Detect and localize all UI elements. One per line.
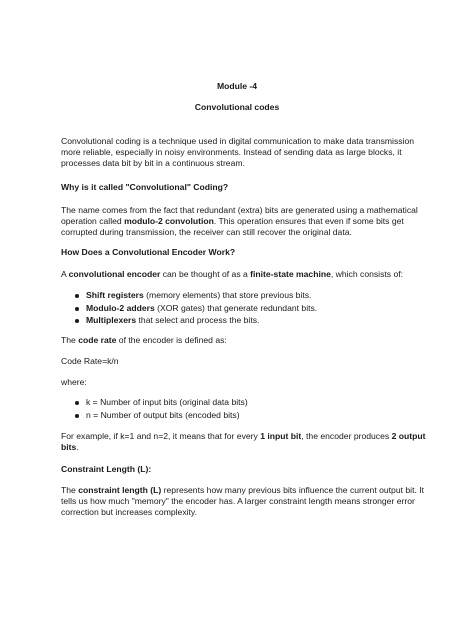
text-run: The: [61, 485, 79, 495]
bullet-icon: [75, 401, 79, 405]
bullet-icon: [75, 307, 79, 311]
bullet-icon: [75, 294, 79, 298]
formula: Code Rate=k/n: [61, 356, 119, 366]
text-run: The: [61, 335, 79, 345]
text-run: For example, if k=1 and n=2, it means that for every: [61, 431, 261, 441]
bold-term: Multiplexers: [86, 315, 137, 326]
text-run: The name comes from the fact that redundant (extra) bits are generated using a mathematical operation called: [61, 205, 418, 227]
text-run: can be thought of as a: [160, 269, 251, 279]
bold-term: 2 output bits: [61, 431, 426, 453]
bold-term: convolutional encoder: [68, 269, 161, 279]
list-item: [61, 397, 434, 410]
bullet-icon: [75, 414, 79, 418]
bold-term: constraint length (L): [78, 485, 162, 495]
text-run: n = Number of output bits (encoded bits): [86, 409, 240, 420]
definition-list: [61, 397, 434, 422]
constraint-paragraph: [61, 485, 434, 519]
text-run: that select and process the bits.: [136, 315, 260, 326]
list-item: [61, 303, 434, 316]
text-run: , which consists of:: [330, 269, 404, 279]
section-heading-constraint: Constraint Length (L):: [61, 464, 152, 474]
why-paragraph: [61, 205, 434, 239]
bold-term: finite-state machine: [250, 269, 331, 279]
list-item: [61, 410, 434, 423]
page-title: Module -4: [216, 81, 258, 91]
text-run: .: [76, 442, 79, 453]
component-list: [61, 290, 434, 328]
section-heading-how: How Does a Convolutional Encoder Work?: [61, 247, 236, 257]
code-rate-paragraph: [61, 335, 434, 346]
bold-term: Shift registers: [86, 290, 144, 300]
where-label: where:: [61, 377, 87, 387]
text-run: of the encoder is defined as:: [116, 335, 227, 345]
bold-term: code rate: [78, 335, 117, 345]
text-run: , the encoder produces: [301, 431, 392, 441]
bold-term: Modulo-2 adders: [86, 302, 155, 313]
list-item: [61, 315, 434, 328]
bold-term: 1 input bit: [260, 431, 302, 441]
page-subtitle: Convolutional codes: [194, 102, 280, 112]
list-item: [61, 290, 434, 303]
encoder-paragraph: [61, 269, 434, 280]
text-run: . This operation ensures that even if some bits get corrupted during transmission, the receiver can still recover the original data.: [61, 216, 404, 238]
example-paragraph: [61, 431, 434, 453]
text-run: k = Number of input bits (original data bits): [86, 397, 248, 407]
section-heading-why: Why is it called "Convolutional" Coding?: [61, 182, 229, 192]
text-run: (XOR gates) that generate redundant bits.: [154, 302, 318, 313]
text-run: A: [61, 269, 69, 279]
bullet-icon: [75, 319, 79, 323]
text-run: (memory elements) that store previous bits.: [143, 290, 312, 300]
bold-term: modulo-2 convolution: [124, 216, 214, 227]
text-run: represents how many previous bits influence the current output bit. It tells us how much "memory" the encoder has. A larger constraint length means stronger error correction but increases complexity.: [61, 485, 425, 518]
intro-paragraph: Convolutional coding is a technique used in digital communication to make data transmission more reliable, especially in noisy environments. Instead of sending data as large blocks, it processes data bit by bit in a continuous stream.: [61, 136, 415, 169]
